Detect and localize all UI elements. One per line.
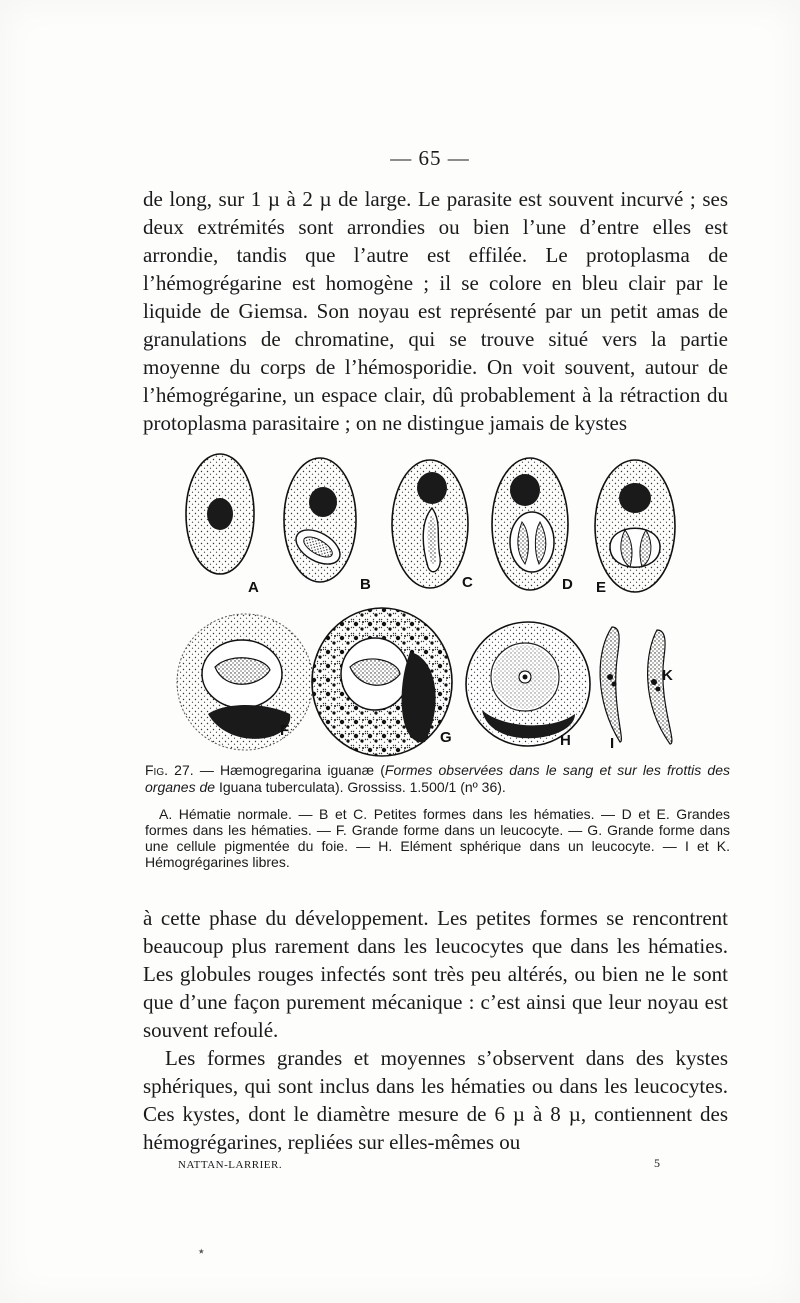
caption-host: Iguana tuberculata xyxy=(215,779,335,795)
stray-mark: ٭ xyxy=(198,1244,205,1258)
caption-fig-number: Fig. 27. xyxy=(145,762,194,778)
body-text-top xyxy=(143,185,728,435)
cell-b xyxy=(284,458,356,582)
label-k: K xyxy=(662,667,673,684)
caption-species: Hæmogregarina iguanæ xyxy=(220,762,375,778)
parasite-i xyxy=(600,627,621,742)
cell-a xyxy=(186,454,254,574)
cell-g xyxy=(312,608,452,756)
footer-author-signature: NATTAN-LARRIER. xyxy=(178,1159,283,1171)
paragraph: à cette phase du développement. Les petites formes se rencontrent beaucoup plus rarement dans les leucocytes que dans les hématies. Les globules rouges infectés sont très peu altérés, ou bien ne le sont que d’une façon purement mécanique : c’est ainsi que leur noyau est souvent refoulé. xyxy=(143,906,728,1042)
caption-dash: — xyxy=(193,762,220,778)
legend-text: A. Hématie normale. — B et C. Petites formes dans les hématies. — D et E. Grandes formes dans les hématies. — F. Grande forme dans un leucocyte. — G. Grande forme dans une cellule pigmentée du foie. — H. Elément sphérique dans un leucocyte. — I et K. Hémogrégarines libres. xyxy=(145,806,730,870)
cell-d xyxy=(492,458,568,590)
label-h: H xyxy=(560,732,571,749)
label-b: B xyxy=(360,576,371,593)
paragraph: de long, sur 1 µ à 2 µ de large. Le parasite est souvent incurvé ; ses deux extrémités sont arrondies ou bien l’une d’entre elles est arrondie, tandis que l’autre est effilée. Le protoplasma de l’hémogrégarine est homogène ; il se colore en bleu clair par le liquide de Giemsa. Son noyau est représenté par un petit amas de granulations de chromatine, qui se trouve situé vers la partie moyenne du corps de l’hémosporidie. On voit souvent, autour de l’hémogrégarine, un espace clair, dû probablement à la rétraction du protoplasma parasitaire ; on ne distingue jamais de kystes xyxy=(143,187,728,435)
cell-c xyxy=(392,460,468,588)
cell-f xyxy=(177,614,313,750)
cell-e xyxy=(595,460,675,592)
caption-description: Formes observées dans le sang et sur les frottis des organes de xyxy=(145,762,730,795)
caption-paren: ( xyxy=(374,762,385,778)
parasite-k xyxy=(648,630,672,744)
body-text-bottom xyxy=(143,904,728,1154)
label-g: G xyxy=(440,729,452,746)
label-a: A xyxy=(248,579,259,596)
figure-27 xyxy=(170,452,690,762)
label-f: F xyxy=(280,722,290,739)
label-d: D xyxy=(562,576,573,593)
figure-legend xyxy=(145,806,730,870)
paragraph: Les formes grandes et moyennes s’observent dans des kystes sphériques, qui sont inclus dans les hématies ou dans les leucocytes. Ces kystes, dont le diamètre mesure de 6 µ à 8 µ, contiennent des hémogrégarines, repliées sur elles-mêmes ou xyxy=(143,1046,728,1154)
label-i: I xyxy=(610,735,615,752)
label-c: C xyxy=(462,574,473,591)
figure-illustration xyxy=(170,452,690,762)
cell-h xyxy=(466,622,590,746)
page-number: — 65 — xyxy=(390,146,470,170)
caption-tail: ). Grossiss. 1.500/1 (nº 36). xyxy=(334,779,506,795)
figure-caption xyxy=(145,762,730,796)
footer-sheet-signature: 5 xyxy=(654,1156,660,1170)
label-e: E xyxy=(596,579,607,596)
